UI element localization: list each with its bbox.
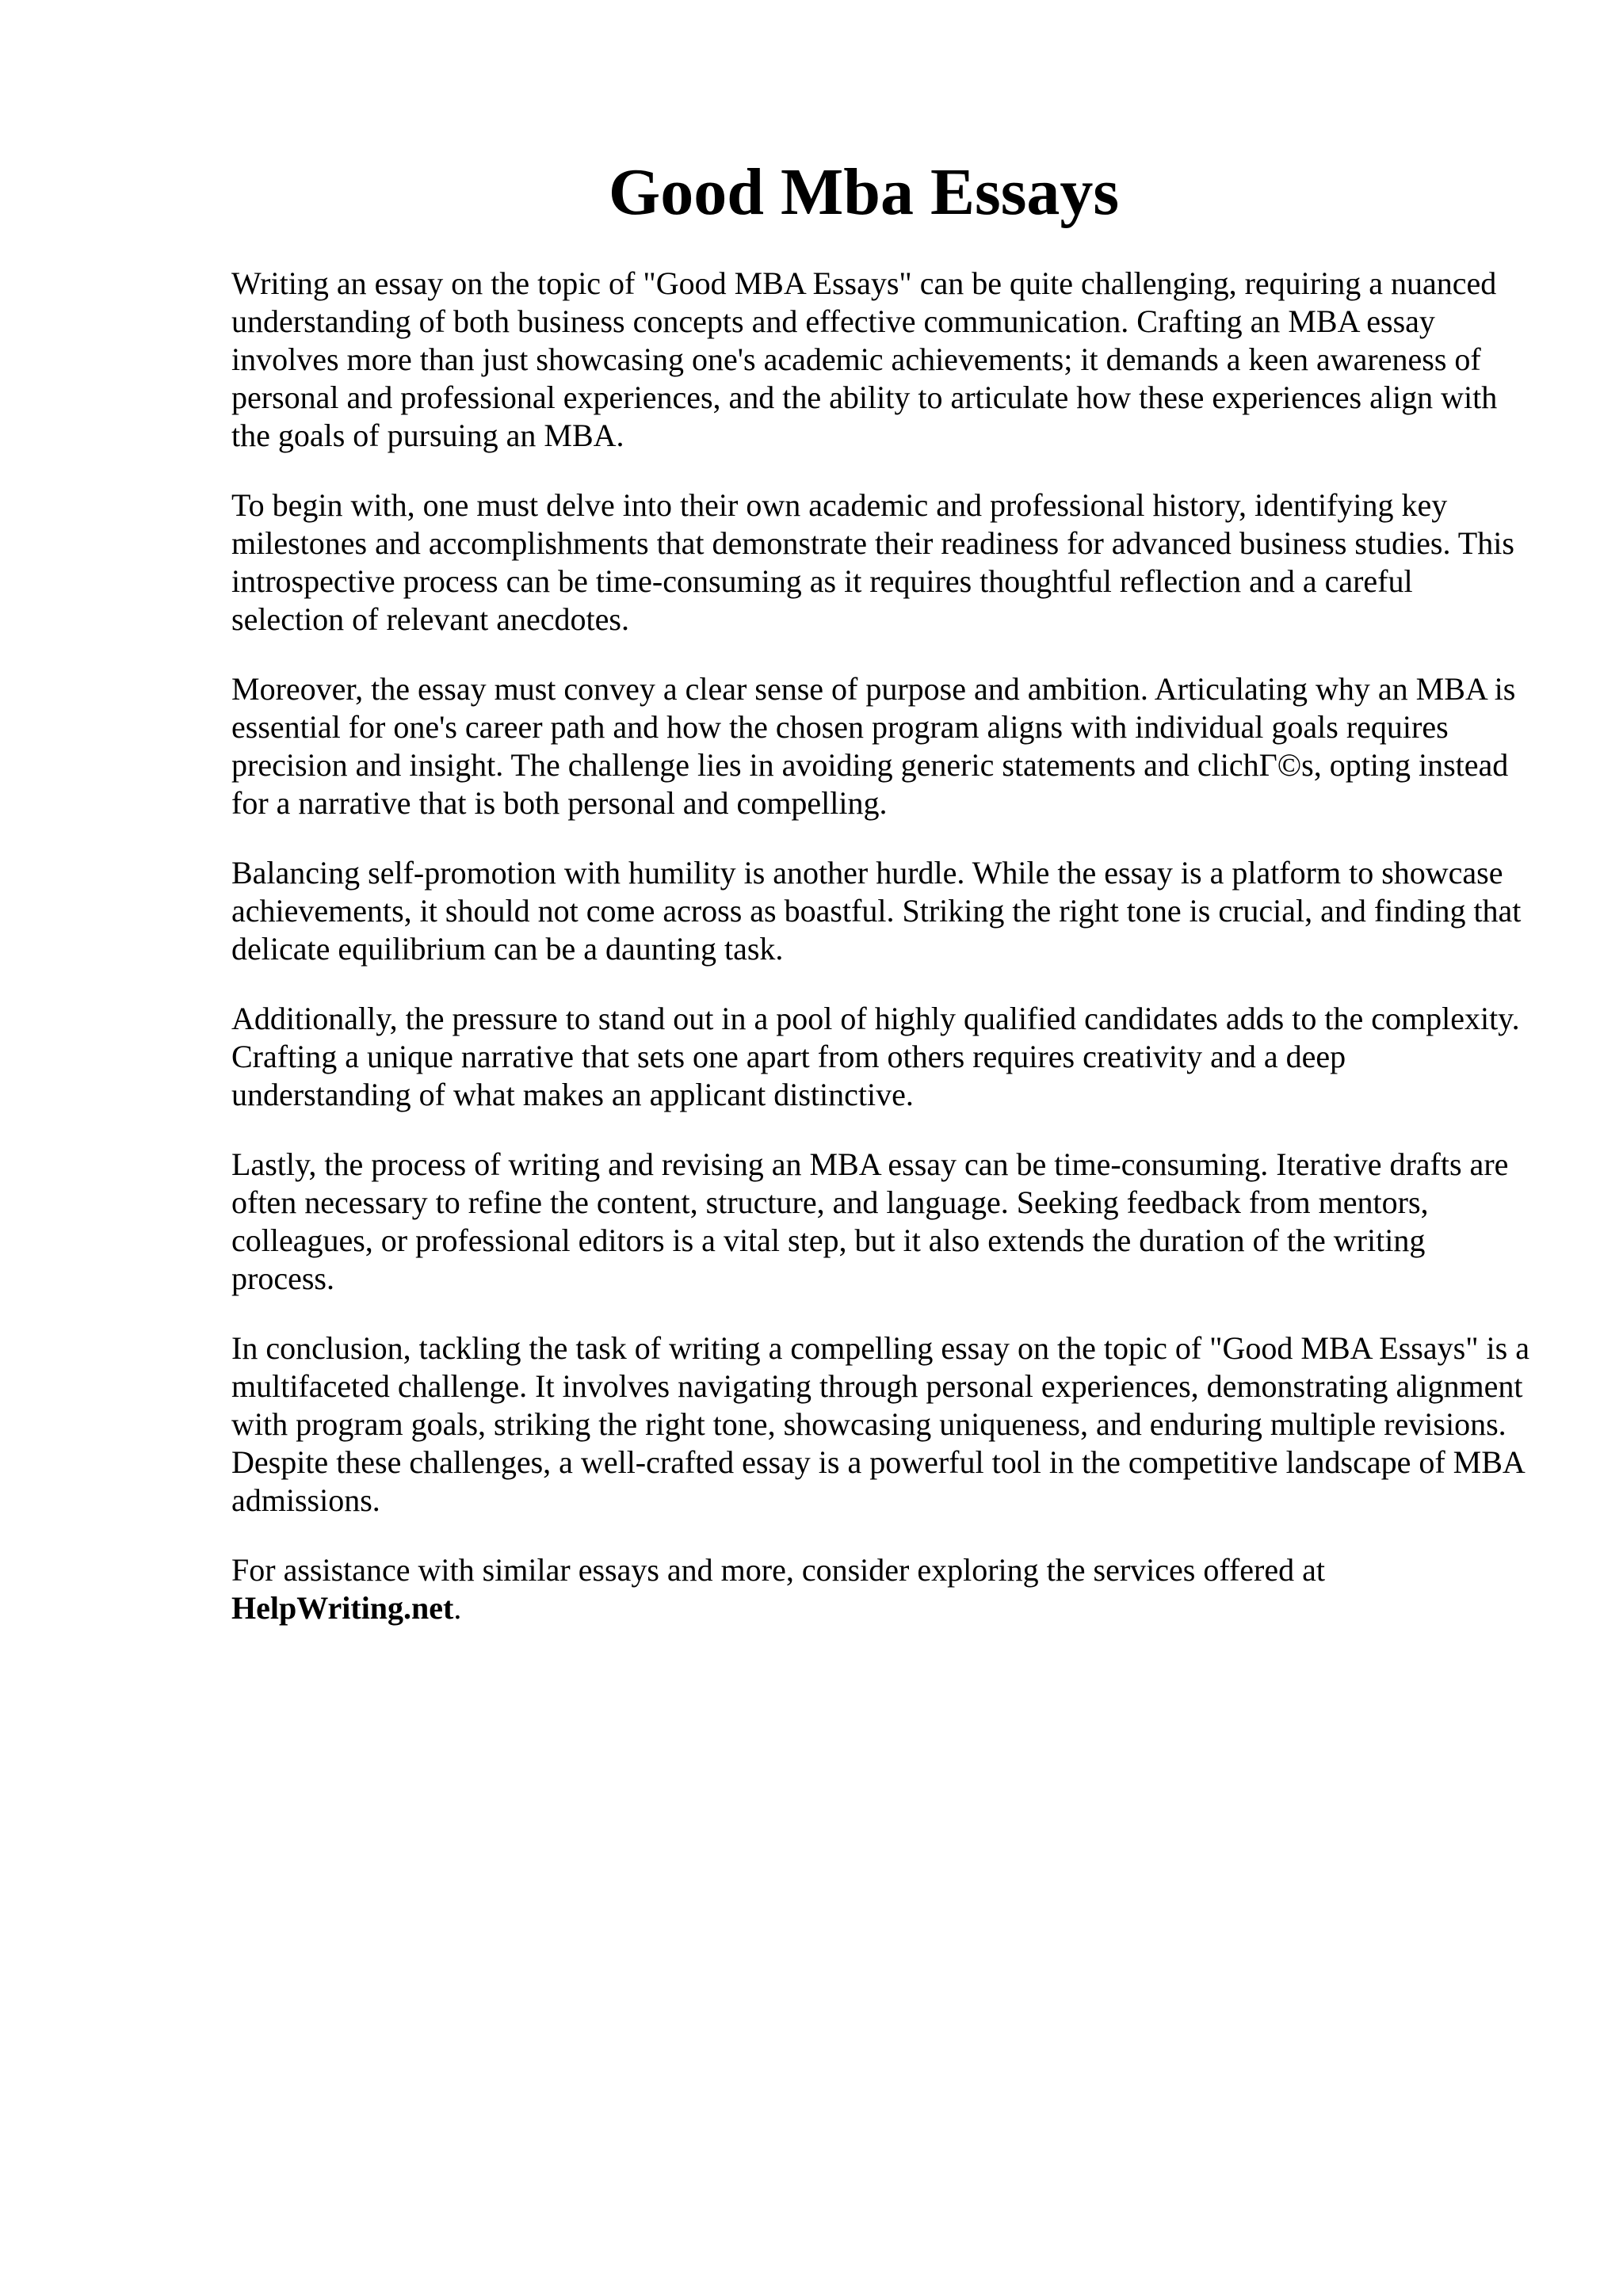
document-body bbox=[231, 265, 1531, 1627]
paragraph-conclusion: In conclusion, tackling the task of writing a compelling essay on the topic of "Good MBA Essays" is a multifaceted challenge. It involves navigating through personal experiences, demonstrating alignment with program goals, striking the right tone, showcasing uniqueness, and enduring multiple revisions. Despite these challenges, a well-crafted essay is a powerful tool in the competitive landscape of MBA admissions. bbox=[231, 1330, 1529, 1518]
paragraph-purpose: Moreover, the essay must convey a clear sense of purpose and ambition. Articulating why an MBA is essential for one's career path and how the chosen program aligns with individual goals requires precision and insight. The challenge lies in avoiding generic statements and clichΓ©s, opting instead for a narrative that is both personal and compelling. bbox=[231, 671, 1516, 821]
paragraph-balance: Balancing self-promotion with humility is another hurdle. While the essay is a platform to showcase achievements, it should not come across as boastful. Striking the right tone is crucial, and finding that delicate equilibrium can be a daunting task. bbox=[231, 855, 1522, 967]
paragraph-revision: Lastly, the process of writing and revising an MBA essay can be time-consuming. Iterative drafts are often necessary to refine the content, structure, and language. Seeking feedback from mentors, colleagues, or professional editors is a vital step, but it also extends the duration of the writing process. bbox=[231, 1146, 1509, 1296]
brand-link[interactable]: HelpWriting.net bbox=[231, 1590, 454, 1626]
paragraph-intro: Writing an essay on the topic of "Good MBA Essays" can be quite challenging, requiring a nuanced understanding of both business concepts and effective communication. Crafting an MBA essay involves more than just showcasing one's academic achievements; it demands a keen awareness of personal and professional experiences, and the ability to articulate how these experiences align with the goals of pursuing an MBA. bbox=[231, 265, 1498, 453]
paragraph-history: To begin with, one must delve into their own academic and professional history, identifying key milestones and accomplishments that demonstrate their readiness for advanced business studies. This introspective process can be time-consuming as it requires thoughtful reflection and a careful selection of relevant anecdotes. bbox=[231, 487, 1514, 637]
closing-text: For assistance with similar essays and more, consider exploring the services offered at bbox=[231, 1552, 1325, 1588]
paragraph-standout: Additionally, the pressure to stand out in a pool of highly qualified candidates adds to the complexity. Crafting a unique narrative that sets one apart from others requires creativity and a deep understanding of what makes an applicant distinctive. bbox=[231, 1001, 1520, 1112]
document-title: Good Mba Essays bbox=[608, 155, 1120, 229]
closing-period: . bbox=[453, 1590, 462, 1626]
paragraph-closing bbox=[231, 1551, 1531, 1627]
